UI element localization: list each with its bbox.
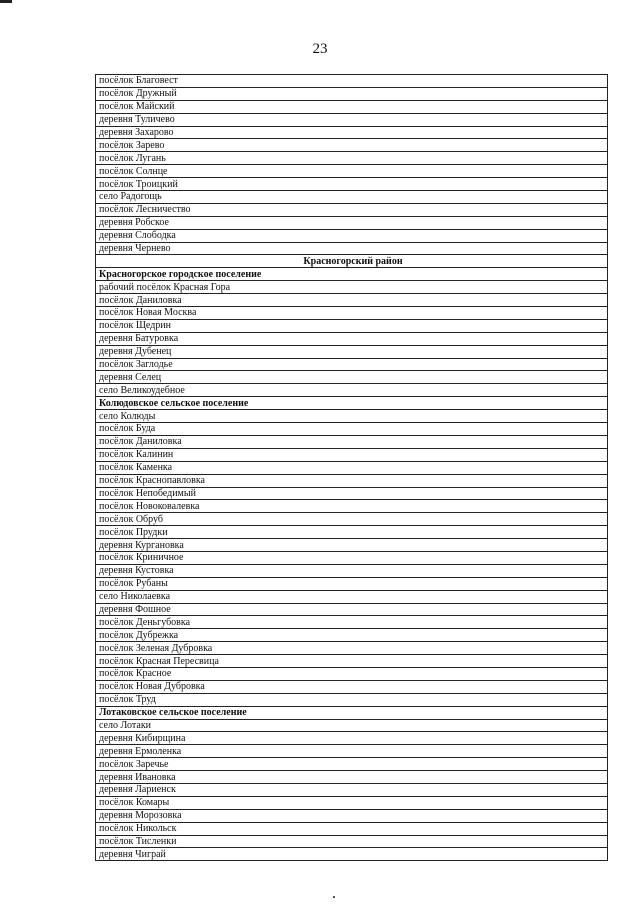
table-row <box>96 848 608 861</box>
table-row <box>96 358 608 371</box>
locality-name: село Великоудебное <box>96 384 608 397</box>
district-heading-row <box>96 255 608 268</box>
locality-name: посёлок Непобедимый <box>96 487 608 500</box>
locality-name: деревня Лариенск <box>96 783 608 796</box>
table-row <box>96 577 608 590</box>
table-row <box>96 642 608 655</box>
locality-name: посёлок Криничное <box>96 551 608 564</box>
settlements-table <box>95 74 608 861</box>
locality-name: посёлок Лесничество <box>96 203 608 216</box>
locality-name: посёлок Заглодье <box>96 358 608 371</box>
locality-name: посёлок Краснопавловка <box>96 474 608 487</box>
table-row <box>96 822 608 835</box>
locality-name: посёлок Благовест <box>96 75 608 88</box>
locality-name: посёлок Красная Пересвица <box>96 655 608 668</box>
table-row <box>96 87 608 100</box>
table-row <box>96 307 608 320</box>
locality-name: посёлок Троицкий <box>96 178 608 191</box>
settlement-heading-row <box>96 268 608 281</box>
locality-name: посёлок Зарево <box>96 139 608 152</box>
table-row <box>96 667 608 680</box>
table-row <box>96 590 608 603</box>
table-row <box>96 216 608 229</box>
locality-name: деревня Селец <box>96 371 608 384</box>
locality-name: деревня Кустовка <box>96 564 608 577</box>
table-row <box>96 332 608 345</box>
locality-name: посёлок Новая Дубровка <box>96 680 608 693</box>
locality-name: деревня Ивановка <box>96 771 608 784</box>
district-name: Красногорский район <box>96 255 608 268</box>
table-row <box>96 655 608 668</box>
locality-name: деревня Морозовка <box>96 809 608 822</box>
table-row <box>96 203 608 216</box>
table-row <box>96 281 608 294</box>
locality-name: деревня Кургановка <box>96 539 608 552</box>
table-row <box>96 513 608 526</box>
settlement-name: Лотаковское сельское поселение <box>96 706 608 719</box>
table-row <box>96 680 608 693</box>
table-row <box>96 126 608 139</box>
locality-name: посёлок Прудки <box>96 526 608 539</box>
locality-name: посёлок Новая Москва <box>96 307 608 320</box>
locality-name: деревня Батуровка <box>96 332 608 345</box>
table-row <box>96 423 608 436</box>
locality-name: село Лотаки <box>96 719 608 732</box>
table-row <box>96 603 608 616</box>
locality-name: посёлок Обруб <box>96 513 608 526</box>
table-row <box>96 100 608 113</box>
table-row <box>96 229 608 242</box>
table-row <box>96 474 608 487</box>
locality-name: село Радогощь <box>96 191 608 204</box>
table-row <box>96 191 608 204</box>
locality-name: деревня Кибирщина <box>96 732 608 745</box>
table-row <box>96 410 608 423</box>
locality-name: посёлок Заречье <box>96 758 608 771</box>
table-row <box>96 487 608 500</box>
locality-name: посёлок Рубаны <box>96 577 608 590</box>
locality-name: посёлок Тисленки <box>96 835 608 848</box>
scan-speck <box>333 896 335 898</box>
settlement-name: Колюдовское сельское поселение <box>96 397 608 410</box>
table-row <box>96 384 608 397</box>
locality-name: посёлок Даниловка <box>96 435 608 448</box>
page-number: 23 <box>312 41 328 57</box>
locality-name: деревня Фошное <box>96 603 608 616</box>
locality-name: село Колюды <box>96 410 608 423</box>
locality-name: деревня Дубенец <box>96 345 608 358</box>
table-row <box>96 294 608 307</box>
locality-name: посёлок Труд <box>96 693 608 706</box>
table-row <box>96 500 608 513</box>
table-row <box>96 526 608 539</box>
table-row <box>96 75 608 88</box>
locality-name: посёлок Никольск <box>96 822 608 835</box>
table-row <box>96 719 608 732</box>
table-row <box>96 564 608 577</box>
table-row <box>96 139 608 152</box>
locality-name: деревня Робское <box>96 216 608 229</box>
locality-name: посёлок Майский <box>96 100 608 113</box>
locality-name: деревня Туличево <box>96 113 608 126</box>
locality-name: посёлок Новоковалевка <box>96 500 608 513</box>
locality-name: посёлок Щедрин <box>96 319 608 332</box>
locality-name: село Николаевка <box>96 590 608 603</box>
table-row <box>96 835 608 848</box>
locality-name: рабочий посёлок Красная Гора <box>96 281 608 294</box>
table-row <box>96 796 608 809</box>
table-row <box>96 771 608 784</box>
table-row <box>96 448 608 461</box>
table-row <box>96 539 608 552</box>
locality-name: посёлок Дружный <box>96 87 608 100</box>
table-row <box>96 732 608 745</box>
table-row <box>96 371 608 384</box>
settlement-heading-row <box>96 397 608 410</box>
locality-name: посёлок Солнце <box>96 165 608 178</box>
table-row <box>96 616 608 629</box>
locality-name: деревня Ермоленка <box>96 745 608 758</box>
table-row <box>96 178 608 191</box>
table-row <box>96 783 608 796</box>
scan-corner-mark <box>0 0 12 3</box>
table-row <box>96 242 608 255</box>
table-row <box>96 113 608 126</box>
table-row <box>96 745 608 758</box>
locality-name: посёлок Каменка <box>96 461 608 474</box>
locality-name: деревня Слободка <box>96 229 608 242</box>
locality-name: деревня Чернево <box>96 242 608 255</box>
locality-name: деревня Чиграй <box>96 848 608 861</box>
locality-name: посёлок Даниловка <box>96 294 608 307</box>
locality-name: посёлок Деньгубовка <box>96 616 608 629</box>
locality-name: посёлок Красное <box>96 667 608 680</box>
locality-name: посёлок Буда <box>96 423 608 436</box>
settlement-heading-row <box>96 706 608 719</box>
table-row <box>96 165 608 178</box>
settlement-name: Красногорское городское поселение <box>96 268 608 281</box>
table-row <box>96 629 608 642</box>
table-row <box>96 152 608 165</box>
locality-name: посёлок Зеленая Дубровка <box>96 642 608 655</box>
locality-name: деревня Захарово <box>96 126 608 139</box>
table-row <box>96 435 608 448</box>
table-row <box>96 693 608 706</box>
table-row <box>96 758 608 771</box>
table-row <box>96 345 608 358</box>
table-row <box>96 551 608 564</box>
locality-name: посёлок Комары <box>96 796 608 809</box>
table-row <box>96 809 608 822</box>
locality-name: посёлок Дубрежка <box>96 629 608 642</box>
table-row <box>96 319 608 332</box>
locality-name: посёлок Калинин <box>96 448 608 461</box>
locality-name: посёлок Лугань <box>96 152 608 165</box>
settlements-table-body <box>96 75 608 861</box>
table-row <box>96 461 608 474</box>
